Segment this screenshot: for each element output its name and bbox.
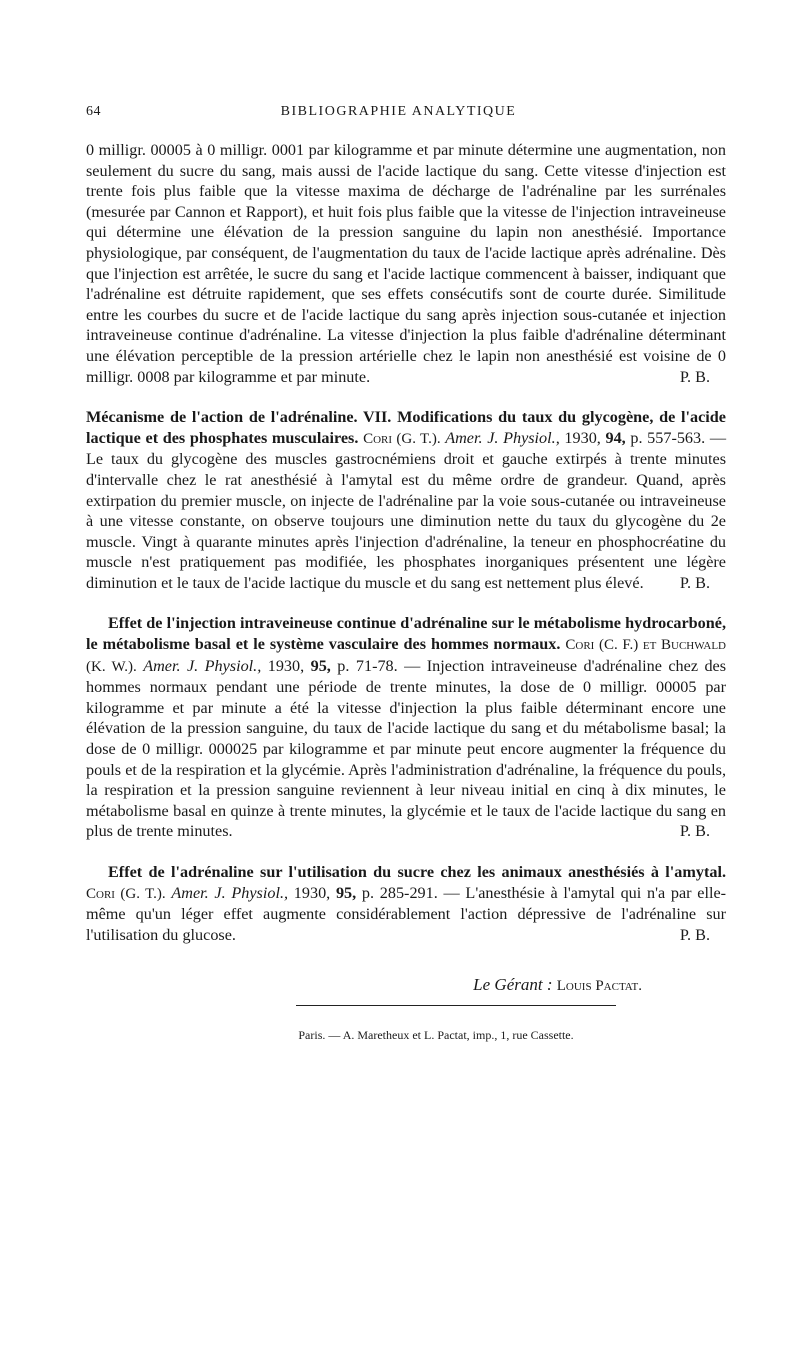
abstract-pages: p. 71-78.	[337, 656, 398, 675]
abstract-pages: p. 557-563.	[630, 428, 706, 447]
abstract-year: 1930,	[564, 428, 601, 447]
abstract-journal: Amer. J. Physiol.,	[445, 428, 560, 447]
gerant-label: Le Gérant :	[473, 975, 553, 995]
divider-rule	[296, 1005, 616, 1006]
abstract-volume: 95,	[335, 883, 357, 902]
abstract-journal: Amer. J. Physiol.,	[171, 883, 289, 902]
abstract-author: Cori (G. T.).	[363, 430, 441, 447]
abstract-entry	[86, 862, 726, 945]
running-title: BIBLIOGRAPHIE ANALYTIQUE	[280, 104, 517, 119]
abstract-title: Mécanisme de l'action de l'adrénaline. VII. Modifications du taux du glycogène, de l'acide lactique et des phosphates musculaires.	[86, 408, 726, 447]
abstract-title: Effet de l'adrénaline sur l'utilisation du sucre chez les animaux anesthésiés à l'amytal.	[108, 863, 726, 881]
abstract-author: Cori (G. T.).	[86, 885, 166, 902]
abstract-year: 1930,	[267, 656, 305, 675]
printer-imprint: Paris. — A. Maretheux et L. Pactat, imp., 1, rue Cassette.	[298, 1028, 574, 1043]
abstract-year: 1930,	[293, 883, 331, 902]
page-number: 64	[86, 104, 101, 119]
abstract-volume: 94,	[605, 428, 626, 447]
abstract-journal: Amer. J. Physiol.,	[143, 656, 262, 675]
gerant-name: Louis Pactat.	[556, 978, 642, 995]
abstract-volume: 95,	[310, 656, 331, 675]
abstract-continuation	[86, 140, 726, 387]
abstract-entry	[86, 407, 726, 593]
abstract-signature: P. B.	[679, 822, 710, 841]
abstract-text: 0 milligr. 00005 à 0 milligr. 0001 par kilogramme et par minute détermine une augmentation, non seulement du sucre du sang, mais aussi de l'acide lactique du sang. Cette vitesse d'injection est trente fois plus faible que la vitesse maxima de décharge de l'adrénaline par les surrénales (mesurée par Cannon et Rapport), et huit fois plus faible que la vitesse de l'injection intraveineuse qui détermine une élévation de la pression sanguine du lapin non anesthésié. Importance physiologique, par conséquent, de l'augmentation du taux de l'acide lactique après adrénaline. Dès que l'injection est arrêtée, le sucre du sang et l'acide lactique commencent à baisser, indiquant que l'adrénaline est détruite rapidement, que ses effets consécutifs sont de courte durée. Similitude entre les courbes du sucre et de l'acide lactique du sang après injection sous-cutanée et injection intraveineuse continue d'adrénaline. La vitesse d'injection la plus faible d'adrénaline déterminant une élévation perceptible de la pression artérielle chez le lapin non anesthésié est voisine de 0 milligr. 0008 par kilogramme et par minute.	[86, 141, 726, 386]
abstract-title: Effet de l'injection intraveineuse continue d'adrénaline sur le métabolisme hydrocarboné, le métabolisme basal et le système vasculaire des hommes normaux.	[86, 614, 726, 654]
abstract-signature: P. B.	[679, 925, 710, 944]
abstract-pages: p. 285-291.	[361, 883, 438, 902]
gerant-line	[86, 975, 726, 995]
abstract-author: Cori (C. F.) et Buchwald (K. W.).	[86, 637, 726, 675]
document-page	[86, 104, 726, 1043]
abstract-signature: P. B.	[679, 367, 710, 386]
page-header	[86, 104, 726, 120]
abstract-entry	[86, 613, 726, 842]
abstract-text: — Injection intraveineuse d'adrénaline chez des hommes normaux pendant une période de trente minutes, la dose de 0 milligr. 00005 par kilogramme et par minute a été la vitesse d'injection la plus faible déterminant encore une élévation de la pression sanguine, du taux de l'acide lactique du sang et du métabolisme basal; la dose de 0 milligr. 000025 par kilogramme et par minute peut encore augmenter la fréquence du pouls et de la respiration et la glycémie. Après l'administration d'adrénaline, la fréquence du pouls, la respiration et la pression sanguine reviennent à leur niveau initial en cinq à dix minutes, le métabolisme basal en quinze à trente minutes, la glycémie et le taux de l'acide lactique du sang en plus de trente minutes.	[86, 656, 727, 841]
abstract-text: — Le taux du glycogène des muscles gastrocnémiens droit et gauche extirpés à trente minutes d'intervalle chez le rat anesthésié à l'amytal est du même ordre de grandeur. Quand, après extirpation du premier muscle, on injecte de l'adrénaline par la voie sous-cutanée ou intraveineuse à une vitesse constante, on observe toujours une diminution nette du taux du glycogène du 2e muscle. Vingt à quarante minutes après l'injection d'adrénaline, la teneur en phosphocréatine du muscle n'est pratiquement pas modifiée, les phosphates inorganiques présentent une légère diminution et le taux de l'acide lactique du muscle et du sang est nettement plus élevé.	[86, 428, 727, 592]
abstract-signature: P. B.	[679, 573, 710, 592]
abstract-text: — L'anesthésie à l'amytal qui n'a par elle-même qu'un léger effet augmente considérablement l'action dépressive de l'adrénaline sur l'utilisation du glucose.	[86, 883, 727, 944]
